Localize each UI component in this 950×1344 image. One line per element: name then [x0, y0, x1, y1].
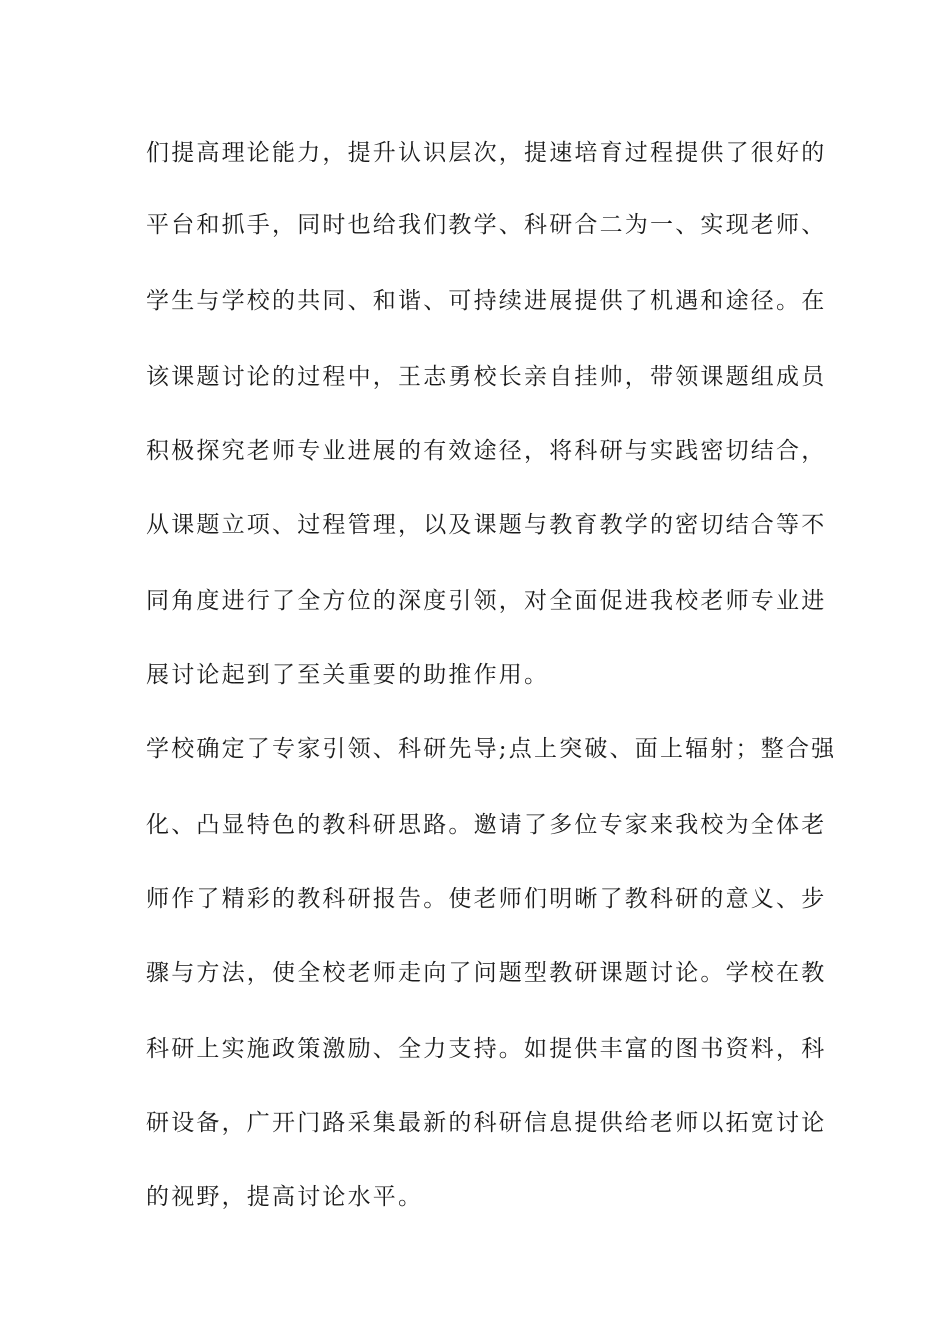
text-line: 平台和抓手，同时也给我们教学、科研合二为一、实现老师、 [146, 212, 827, 238]
text-line: 该课题讨论的过程中，王志勇校长亲自挂帅，带领课题组成员 [146, 364, 827, 390]
text-line: 同角度进行了全方位的深度引领，对全面促进我校老师专业进 [146, 588, 827, 614]
text-line: 化、凸显特色的教科研思路。邀请了多位专家来我校为全体老 [146, 812, 827, 838]
text-line: 从课题立项、过程管理，以及课题与教育教学的密切结合等不 [146, 512, 827, 538]
text-line: 科研上实施政策激励、全力支持。如提供丰富的图书资料，科 [146, 1036, 827, 1062]
text-line: 学校确定了专家引领、科研先导;点上突破、面上辐射；整合强 [146, 736, 837, 762]
text-line: 研设备，广开门路采集最新的科研信息提供给老师以拓宽讨论 [146, 1110, 827, 1136]
text-line: 骤与方法，使全校老师走向了问题型教研课题讨论。学校在教 [146, 960, 827, 986]
text-line: 的视野，提高讨论水平。 [146, 1184, 424, 1210]
text-line: 积极探究老师专业进展的有效途径，将科研与实践密切结合， [146, 438, 827, 464]
text-line: 们提高理论能力，提升认识层次，提速培育过程提供了很好的 [146, 140, 827, 166]
text-line: 师作了精彩的教科研报告。使老师们明晰了教科研的意义、步 [146, 886, 827, 912]
text-line: 展讨论起到了至关重要的助推作用。 [146, 662, 550, 688]
text-line: 学生与学校的共同、和谐、可持续进展提供了机遇和途径。在 [146, 288, 827, 314]
